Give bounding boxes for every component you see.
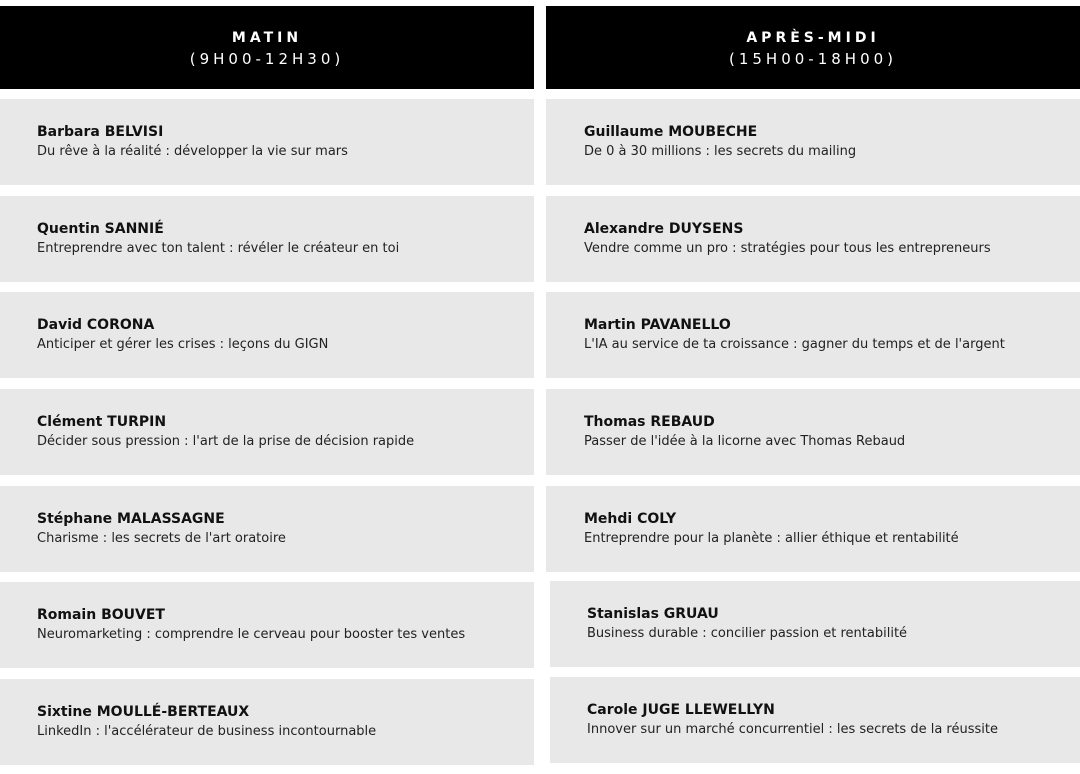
talk-title: Charisme : les secrets de l'art oratoire: [37, 531, 286, 546]
talk-title: Vendre comme un pro : stratégies pour tous les entrepreneurs: [584, 241, 991, 256]
talk-title: Entreprendre avec ton talent : révéler le créateur en toi: [37, 241, 400, 256]
session-card: [550, 677, 1080, 763]
talk-title: Du rêve à la réalité : développer la vie sur mars: [37, 144, 348, 159]
session-card: [0, 99, 534, 185]
afternoon-header: [546, 6, 1080, 89]
speaker-name: Barbara BELVISI: [37, 124, 164, 140]
speaker-name: Romain BOUVET: [37, 607, 165, 623]
session-card: [0, 389, 534, 475]
afternoon-time: (15H00-18H00): [728, 50, 898, 68]
session-card: [546, 292, 1080, 378]
session-card: [0, 292, 534, 378]
speaker-name: Stéphane MALASSAGNE: [37, 511, 225, 527]
speaker-name: Martin PAVANELLO: [584, 317, 731, 333]
talk-title: Business durable : concilier passion et rentabilité: [587, 626, 908, 641]
speaker-name: Carole JUGE LLEWELLYN: [587, 702, 775, 718]
morning-header: [0, 6, 534, 89]
speaker-name: Alexandre DUYSENS: [584, 221, 744, 237]
talk-title: Anticiper et gérer les crises : leçons du GIGN: [37, 337, 329, 352]
morning-time: (9H00-12H30): [189, 50, 345, 68]
session-card: [0, 679, 534, 765]
talk-title: Passer de l'idée à la licorne avec Thomas Rebaud: [584, 434, 906, 449]
speaker-name: Clément TURPIN: [37, 414, 167, 430]
speaker-name: Thomas REBAUD: [584, 414, 715, 430]
speaker-name: Stanislas GRUAU: [587, 606, 719, 622]
session-card: [546, 99, 1080, 185]
afternoon-title: APRÈS-MIDI: [746, 30, 880, 46]
session-card: [546, 196, 1080, 282]
talk-title: Neuromarketing : comprendre le cerveau pour booster tes ventes: [37, 627, 466, 642]
talk-title: De 0 à 30 millions : les secrets du mailing: [584, 144, 857, 159]
session-card: [0, 196, 534, 282]
session-card: [0, 582, 534, 668]
session-card: [550, 581, 1080, 667]
speaker-name: David CORONA: [37, 317, 155, 333]
morning-title: MATIN: [231, 30, 303, 46]
talk-title: Innover sur un marché concurrentiel : les secrets de la réussite: [587, 722, 998, 737]
talk-title: Entreprendre pour la planète : allier éthique et rentabilité: [584, 531, 959, 546]
talk-title: Décider sous pression : l'art de la prise de décision rapide: [37, 434, 415, 449]
speaker-name: Sixtine MOULLÉ-BERTEAUX: [37, 704, 250, 720]
talk-title: L'IA au service de ta croissance : gagner du temps et de l'argent: [584, 337, 1005, 352]
speaker-name: Quentin SANNIÉ: [37, 221, 164, 237]
speaker-name: Mehdi COLY: [584, 511, 677, 527]
speaker-name: Guillaume MOUBECHE: [584, 124, 758, 140]
talk-title: LinkedIn : l'accélérateur de business incontournable: [37, 724, 377, 739]
session-card: [0, 486, 534, 572]
session-card: [546, 486, 1080, 572]
session-card: [546, 389, 1080, 475]
